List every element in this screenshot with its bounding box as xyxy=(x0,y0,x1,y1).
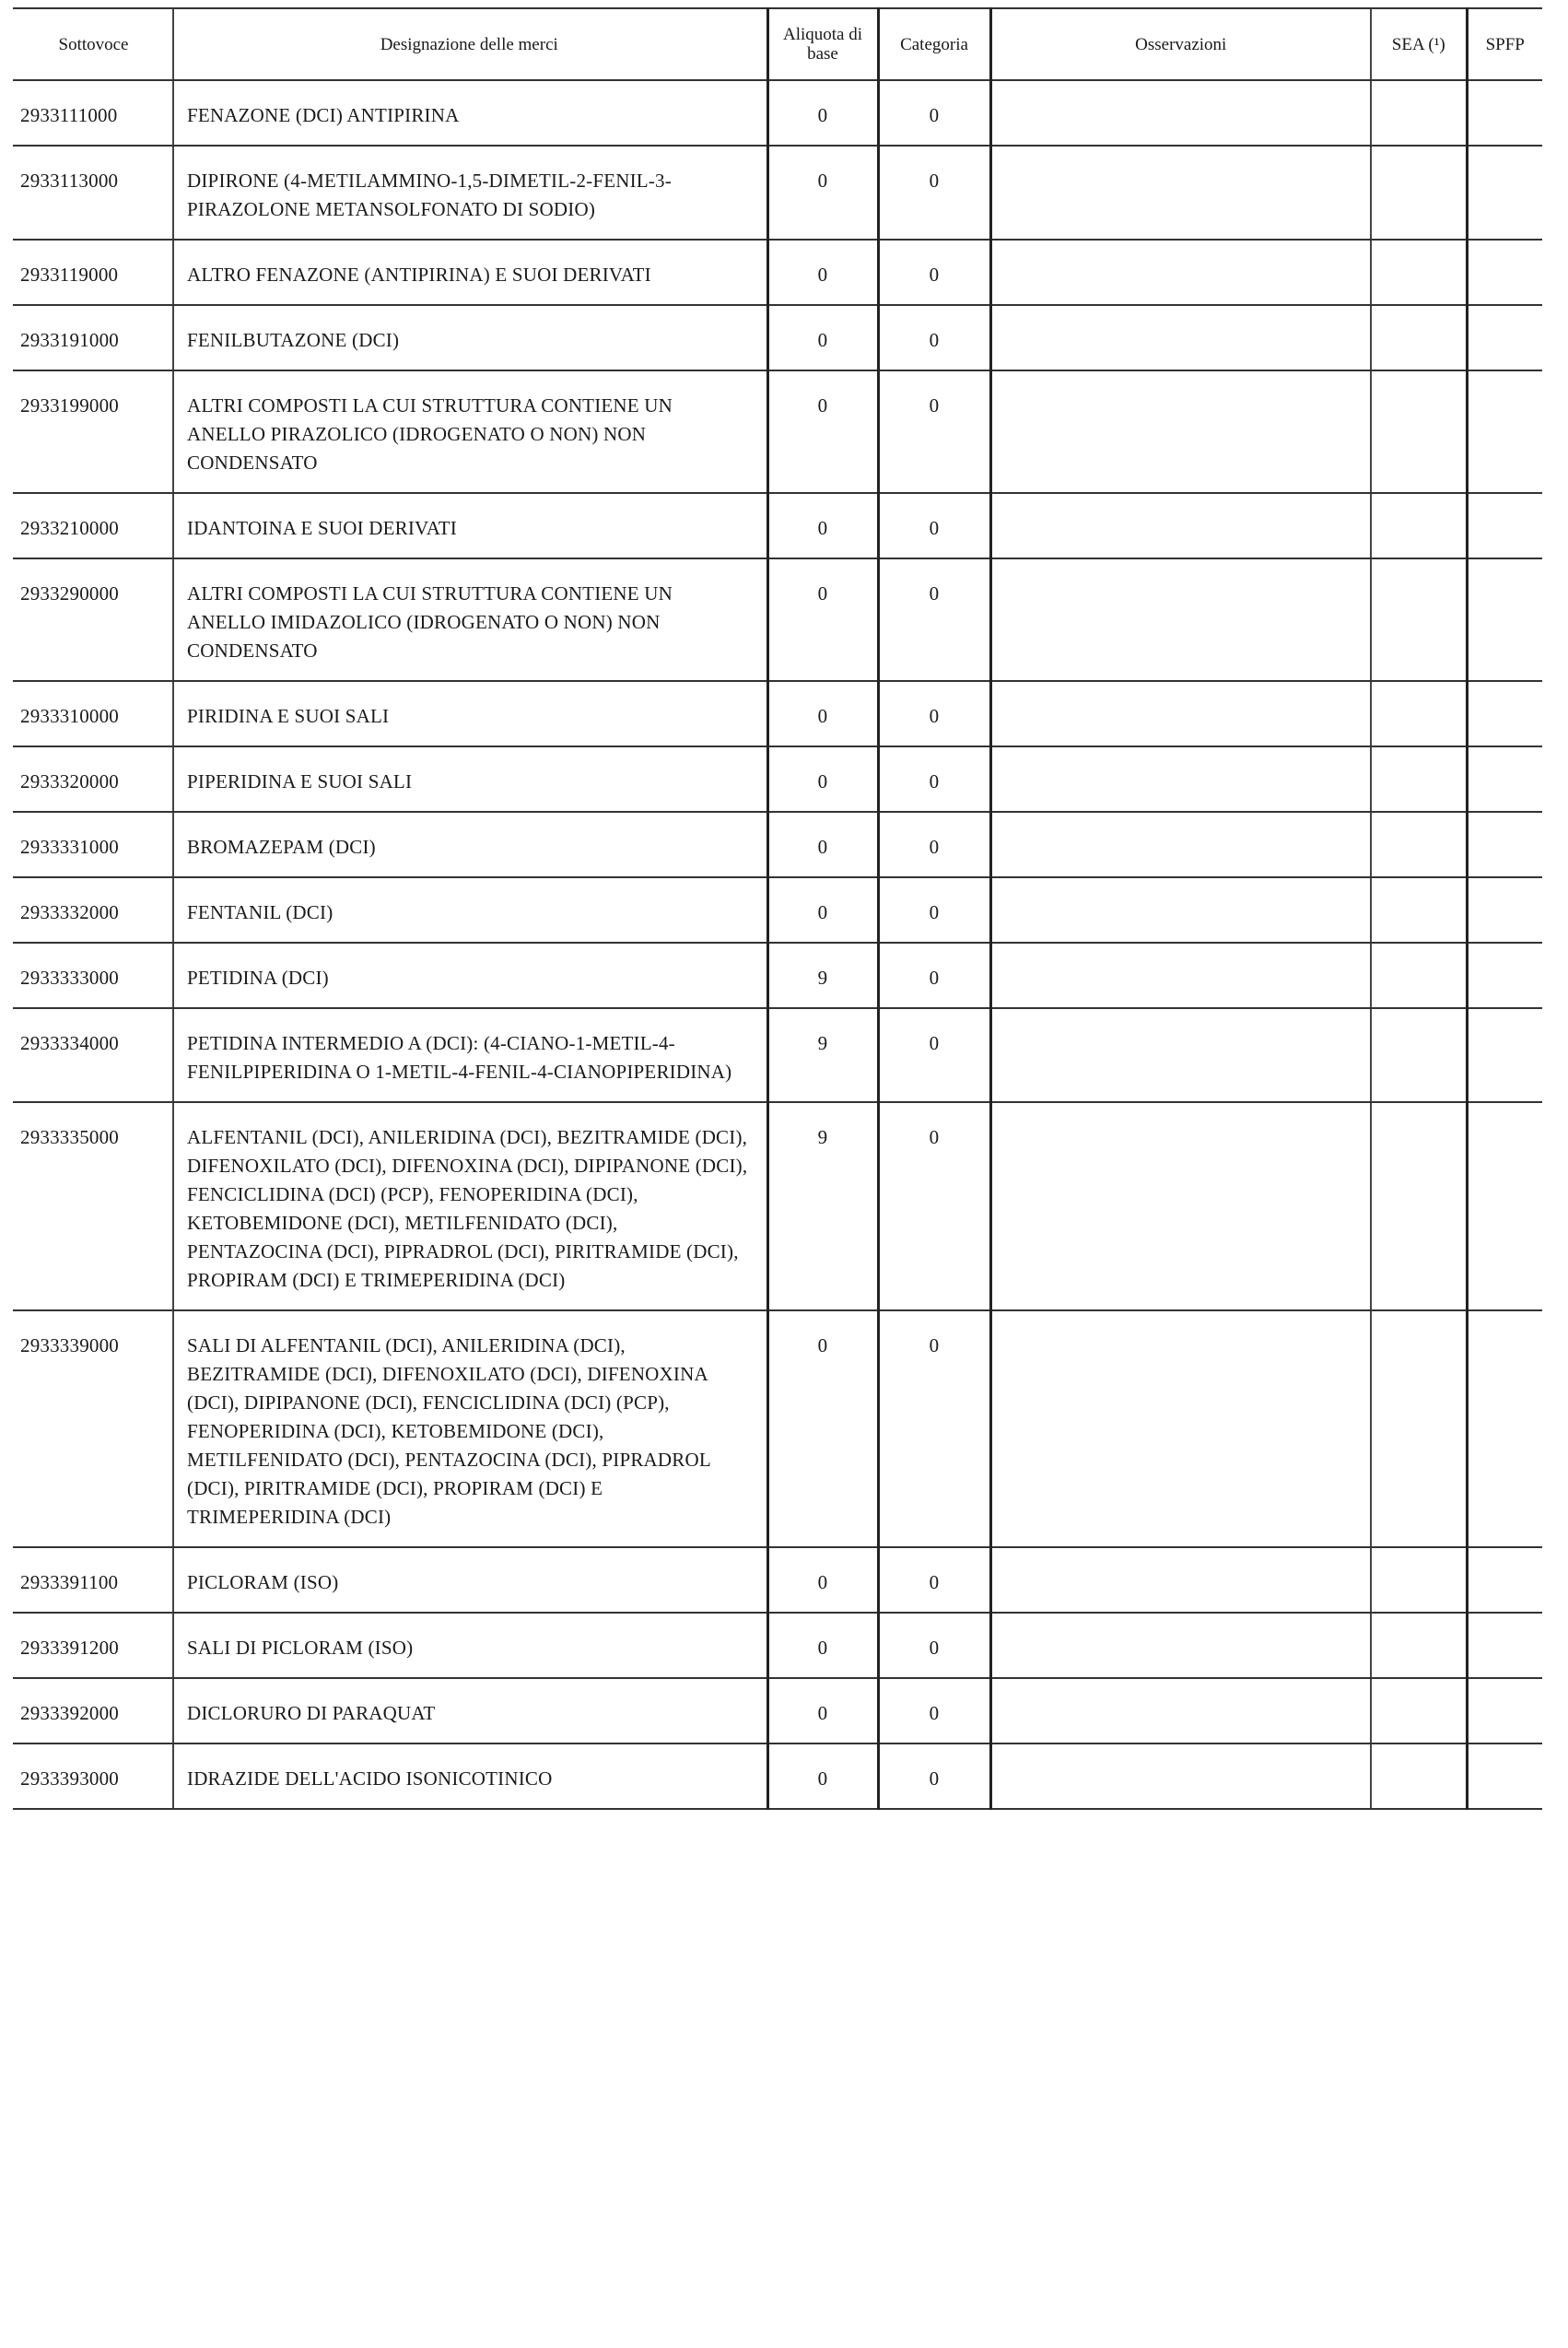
cell-description: SALI DI ALFENTANIL (DCI), ANILERIDINA (DCI), BEZITRAMIDE (DCI), DIFENOXILATO (DCI), DIFENOXINA (DCI), DIPIPANONE (DCI), FENCICLIDINA (DCI) (PCP), FENOPERIDINA (DCI), KETOBEMIDONE (DCI), METILFENIDATO (DCI), PENTAZOCINA (DCI), PIPRADROL (DCI), PIRITRAMIDE (DCI), PROPIRAM (DCI) E TRIMEPERIDINA (DCI) xyxy=(173,1310,767,1547)
cell-rate: 0 xyxy=(767,370,878,493)
cell-category: 0 xyxy=(878,877,990,943)
table-row xyxy=(13,558,1542,681)
table-row xyxy=(13,493,1542,558)
cell-code: 2933111000 xyxy=(13,80,173,146)
cell-category: 0 xyxy=(878,80,990,146)
cell-category: 0 xyxy=(878,812,990,877)
cell-rate: 0 xyxy=(767,1743,878,1809)
cell-code: 2933333000 xyxy=(13,943,173,1008)
cell-sea xyxy=(1371,1678,1467,1743)
cell-spfp xyxy=(1467,681,1542,746)
cell-category: 0 xyxy=(878,681,990,746)
cell-spfp xyxy=(1467,1547,1542,1613)
cell-rate: 0 xyxy=(767,146,878,240)
cell-category: 0 xyxy=(878,1678,990,1743)
header-notes: Osservazioni xyxy=(990,8,1371,80)
cell-rate: 0 xyxy=(767,305,878,370)
cell-category: 0 xyxy=(878,305,990,370)
cell-sea xyxy=(1371,877,1467,943)
cell-description: ALFENTANIL (DCI), ANILERIDINA (DCI), BEZITRAMIDE (DCI), DIFENOXILATO (DCI), DIFENOXINA (DCI), DIPIPANONE (DCI), FENCICLIDINA (DCI) (PCP), FENOPERIDINA (DCI), KETOBEMIDONE (DCI), METILFENIDATO (DCI), PENTAZOCINA (DCI), PIPRADROL (DCI), PIRITRAMIDE (DCI), PROPIRAM (DCI) E TRIMEPERIDINA (DCI) xyxy=(173,1102,767,1310)
cell-spfp xyxy=(1467,80,1542,146)
table-row xyxy=(13,240,1542,305)
cell-description: ALTRI COMPOSTI LA CUI STRUTTURA CONTIENE UN ANELLO IMIDAZOLICO (IDROGENATO O NON) NON CONDENSATO xyxy=(173,558,767,681)
cell-category: 0 xyxy=(878,943,990,1008)
cell-rate: 0 xyxy=(767,1613,878,1678)
cell-notes xyxy=(990,1547,1371,1613)
cell-category: 0 xyxy=(878,240,990,305)
cell-description: PETIDINA INTERMEDIO A (DCI): (4-CIANO-1-METIL-4-FENILPIPERIDINA O 1-METIL-4-FENIL-4-CIANOPIPERIDINA) xyxy=(173,1008,767,1102)
tariff-table xyxy=(13,7,1542,1810)
cell-rate: 0 xyxy=(767,1310,878,1547)
table-row xyxy=(13,80,1542,146)
table-row xyxy=(13,370,1542,493)
cell-notes xyxy=(990,1613,1371,1678)
cell-rate: 0 xyxy=(767,877,878,943)
cell-sea xyxy=(1371,240,1467,305)
table-row xyxy=(13,146,1542,240)
cell-rate: 0 xyxy=(767,1547,878,1613)
cell-spfp xyxy=(1467,746,1542,812)
cell-sea xyxy=(1371,746,1467,812)
table-row xyxy=(13,681,1542,746)
cell-category: 0 xyxy=(878,1008,990,1102)
cell-code: 2933191000 xyxy=(13,305,173,370)
cell-description: FENAZONE (DCI) ANTIPIRINA xyxy=(173,80,767,146)
table-row xyxy=(13,877,1542,943)
cell-sea xyxy=(1371,1102,1467,1310)
cell-description: BROMAZEPAM (DCI) xyxy=(173,812,767,877)
cell-description: PIRIDINA E SUOI SALI xyxy=(173,681,767,746)
cell-notes xyxy=(990,493,1371,558)
cell-description: SALI DI PICLORAM (ISO) xyxy=(173,1613,767,1678)
table-row xyxy=(13,812,1542,877)
cell-category: 0 xyxy=(878,1102,990,1310)
table-row xyxy=(13,1008,1542,1102)
cell-rate: 0 xyxy=(767,558,878,681)
cell-spfp xyxy=(1467,1743,1542,1809)
cell-sea xyxy=(1371,1613,1467,1678)
cell-spfp xyxy=(1467,305,1542,370)
cell-spfp xyxy=(1467,1613,1542,1678)
cell-spfp xyxy=(1467,1678,1542,1743)
table-row xyxy=(13,1310,1542,1547)
cell-spfp xyxy=(1467,240,1542,305)
cell-description: PETIDINA (DCI) xyxy=(173,943,767,1008)
cell-category: 0 xyxy=(878,1743,990,1809)
header-category: Categoria xyxy=(878,8,990,80)
cell-notes xyxy=(990,1678,1371,1743)
cell-spfp xyxy=(1467,1008,1542,1102)
cell-category: 0 xyxy=(878,493,990,558)
cell-description: DIPIRONE (4-METILAMMINO-1,5-DIMETIL-2-FENIL-3-PIRAZOLONE METANSOLFONATO DI SODIO) xyxy=(173,146,767,240)
cell-category: 0 xyxy=(878,1310,990,1547)
cell-category: 0 xyxy=(878,1613,990,1678)
cell-sea xyxy=(1371,305,1467,370)
cell-code: 2933339000 xyxy=(13,1310,173,1547)
cell-sea xyxy=(1371,681,1467,746)
cell-description: ALTRI COMPOSTI LA CUI STRUTTURA CONTIENE UN ANELLO PIRAZOLICO (IDROGENATO O NON) NON CONDENSATO xyxy=(173,370,767,493)
cell-code: 2933331000 xyxy=(13,812,173,877)
cell-notes xyxy=(990,746,1371,812)
table-row xyxy=(13,746,1542,812)
cell-sea xyxy=(1371,1310,1467,1547)
cell-spfp xyxy=(1467,146,1542,240)
cell-notes xyxy=(990,1008,1371,1102)
cell-notes xyxy=(990,370,1371,493)
cell-description: FENTANIL (DCI) xyxy=(173,877,767,943)
table-row xyxy=(13,943,1542,1008)
cell-sea xyxy=(1371,558,1467,681)
cell-notes xyxy=(990,1310,1371,1547)
cell-spfp xyxy=(1467,877,1542,943)
cell-notes xyxy=(990,146,1371,240)
cell-category: 0 xyxy=(878,146,990,240)
cell-sea xyxy=(1371,80,1467,146)
table-row xyxy=(13,1743,1542,1809)
cell-code: 2933113000 xyxy=(13,146,173,240)
cell-code: 2933391200 xyxy=(13,1613,173,1678)
cell-rate: 0 xyxy=(767,812,878,877)
cell-code: 2933320000 xyxy=(13,746,173,812)
table-body xyxy=(13,80,1542,1809)
cell-code: 2933332000 xyxy=(13,877,173,943)
cell-sea xyxy=(1371,370,1467,493)
cell-sea xyxy=(1371,943,1467,1008)
cell-rate: 9 xyxy=(767,1008,878,1102)
cell-description: PIPERIDINA E SUOI SALI xyxy=(173,746,767,812)
cell-notes xyxy=(990,1102,1371,1310)
cell-code: 2933391100 xyxy=(13,1547,173,1613)
cell-description: DICLORURO DI PARAQUAT xyxy=(173,1678,767,1743)
cell-code: 2933310000 xyxy=(13,681,173,746)
cell-code: 2933210000 xyxy=(13,493,173,558)
cell-spfp xyxy=(1467,370,1542,493)
cell-sea xyxy=(1371,1743,1467,1809)
cell-code: 2933334000 xyxy=(13,1008,173,1102)
cell-rate: 9 xyxy=(767,943,878,1008)
cell-code: 2933335000 xyxy=(13,1102,173,1310)
cell-spfp xyxy=(1467,493,1542,558)
cell-sea xyxy=(1371,1547,1467,1613)
cell-notes xyxy=(990,305,1371,370)
cell-notes xyxy=(990,240,1371,305)
table-row xyxy=(13,1547,1542,1613)
cell-spfp xyxy=(1467,1310,1542,1547)
cell-sea xyxy=(1371,812,1467,877)
cell-rate: 0 xyxy=(767,746,878,812)
cell-notes xyxy=(990,877,1371,943)
header-sea: SEA (¹) xyxy=(1371,8,1467,80)
cell-rate: 9 xyxy=(767,1102,878,1310)
cell-description: IDRAZIDE DELL'ACIDO ISONICOTINICO xyxy=(173,1743,767,1809)
cell-spfp xyxy=(1467,812,1542,877)
cell-category: 0 xyxy=(878,558,990,681)
header-description: Designazione delle merci xyxy=(173,8,767,80)
cell-category: 0 xyxy=(878,746,990,812)
cell-rate: 0 xyxy=(767,1678,878,1743)
cell-notes xyxy=(990,558,1371,681)
cell-rate: 0 xyxy=(767,240,878,305)
cell-notes xyxy=(990,80,1371,146)
cell-notes xyxy=(990,812,1371,877)
cell-notes xyxy=(990,681,1371,746)
cell-code: 2933393000 xyxy=(13,1743,173,1809)
cell-code: 2933119000 xyxy=(13,240,173,305)
cell-notes xyxy=(990,943,1371,1008)
cell-rate: 0 xyxy=(767,681,878,746)
cell-sea xyxy=(1371,1008,1467,1102)
header-rate: Aliquota di base xyxy=(767,8,878,80)
cell-rate: 0 xyxy=(767,80,878,146)
table-header-row xyxy=(13,8,1542,80)
header-spfp: SPFP xyxy=(1467,8,1542,80)
table-row xyxy=(13,1102,1542,1310)
cell-spfp xyxy=(1467,1102,1542,1310)
cell-code: 2933290000 xyxy=(13,558,173,681)
table-row xyxy=(13,305,1542,370)
cell-spfp xyxy=(1467,943,1542,1008)
cell-code: 2933392000 xyxy=(13,1678,173,1743)
cell-rate: 0 xyxy=(767,493,878,558)
cell-sea xyxy=(1371,493,1467,558)
cell-sea xyxy=(1371,146,1467,240)
cell-description: ALTRO FENAZONE (ANTIPIRINA) E SUOI DERIVATI xyxy=(173,240,767,305)
cell-category: 0 xyxy=(878,1547,990,1613)
cell-description: PICLORAM (ISO) xyxy=(173,1547,767,1613)
cell-category: 0 xyxy=(878,370,990,493)
cell-description: IDANTOINA E SUOI DERIVATI xyxy=(173,493,767,558)
cell-spfp xyxy=(1467,558,1542,681)
cell-description: FENILBUTAZONE (DCI) xyxy=(173,305,767,370)
table-row xyxy=(13,1613,1542,1678)
table-row xyxy=(13,1678,1542,1743)
header-code: Sottovoce xyxy=(13,8,173,80)
cell-notes xyxy=(990,1743,1371,1809)
cell-code: 2933199000 xyxy=(13,370,173,493)
